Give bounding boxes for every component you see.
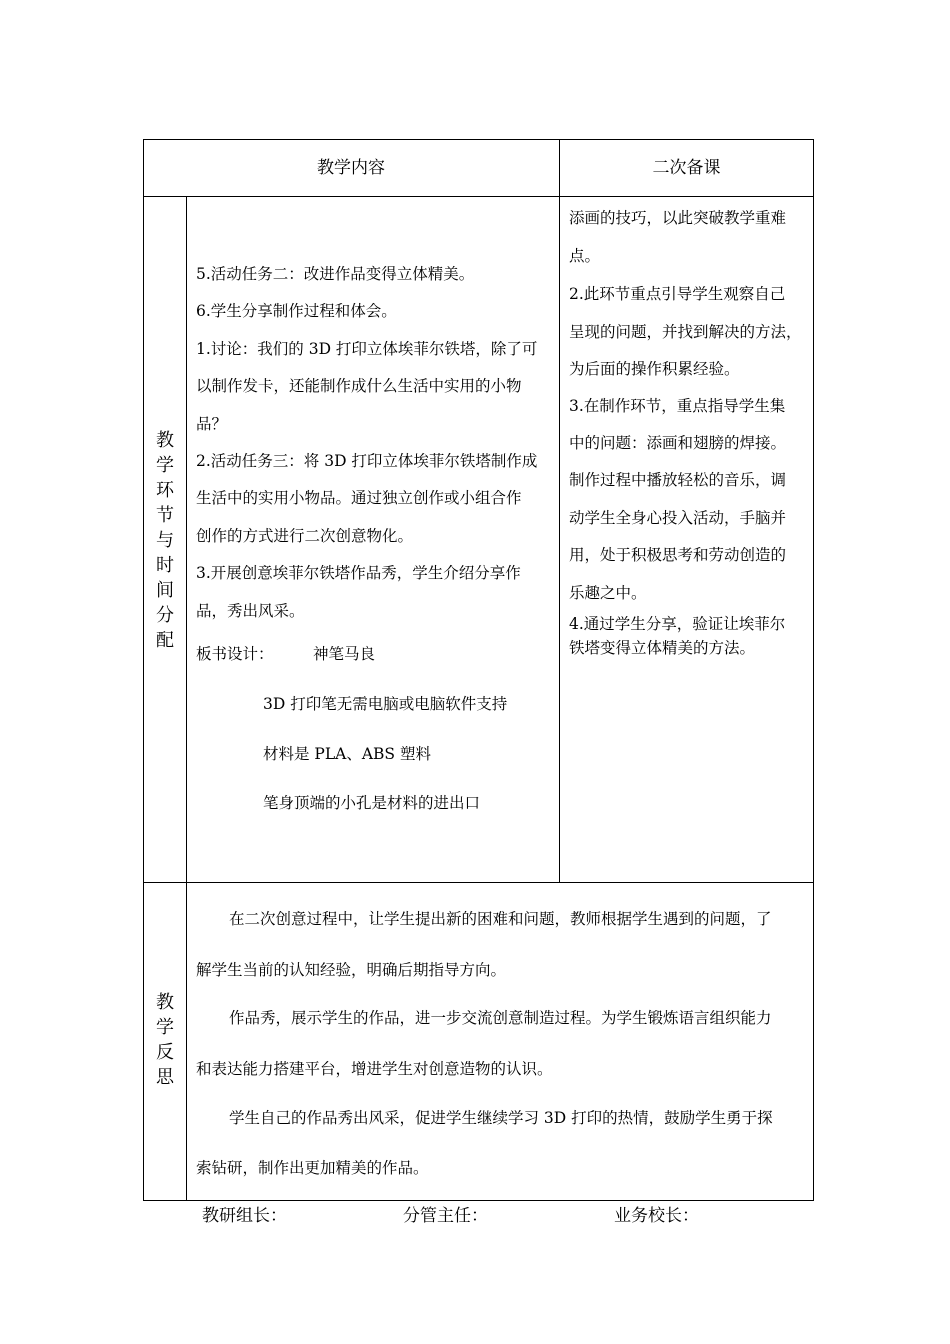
prep-column-divider xyxy=(559,139,560,883)
content-line: 1.讨论：我们的 3D 打印立体埃菲尔铁塔，除了可 xyxy=(196,340,538,358)
header-teaching-content: 教学内容 xyxy=(317,158,385,178)
content-line: 5.活动任务二：改进作品变得立体精美。 xyxy=(196,265,475,283)
row-label-teaching-sections: 教 学 环 节 与 时 间 分 配 xyxy=(156,430,174,651)
prep-line: 添画的技巧，以此突破教学重难 xyxy=(569,209,787,227)
reflection-line: 作品秀，展示学生的作品，进一步交流创意制造过程。为学生锻炼语言组织能力 xyxy=(229,1009,772,1027)
signature-supervising-director: 分管主任： xyxy=(403,1206,488,1226)
prep-line: 乐趣之中。 xyxy=(569,584,647,602)
board-design-item: 笔身顶端的小孔是材料的进出口 xyxy=(263,794,481,812)
label-column-divider xyxy=(186,196,187,1201)
prep-line: 3.在制作环节，重点指导学生集 xyxy=(569,397,786,415)
board-design-item: 3D 打印笔无需电脑或电脑软件支持 xyxy=(263,695,508,713)
reflection-line: 解学生当前的认知经验，明确后期指导方向。 xyxy=(196,961,507,979)
prep-line: 2.此环节重点引导学生观察自己 xyxy=(569,285,786,303)
prep-line: 动学生全身心投入活动，手脑并 xyxy=(569,509,787,527)
content-line: 品？ xyxy=(196,415,228,433)
prep-line: 用，处于积极思考和劳动创造的 xyxy=(569,546,787,564)
content-line: 生活中的实用小物品。通过独立创作或小组合作 xyxy=(196,489,522,507)
reflection-line: 索钻研，制作出更加精美的作品。 xyxy=(196,1159,429,1177)
row-label-teaching-reflection: 教 学 反 思 xyxy=(156,992,174,1088)
board-design-label: 板书设计： xyxy=(196,645,274,663)
prep-line: 为后面的操作积累经验。 xyxy=(569,360,740,378)
board-design-item: 材料是 PLA、ABS 塑料 xyxy=(263,745,431,763)
content-line: 品，秀出风采。 xyxy=(196,602,305,620)
prep-line: 4.通过学生分享，验证让埃菲尔 xyxy=(569,615,786,633)
content-line: 3.开展创意埃菲尔铁塔作品秀，学生介绍分享作 xyxy=(196,564,521,582)
prep-line: 呈现的问题，并找到解决的方法， xyxy=(569,323,802,341)
prep-line: 点。 xyxy=(569,247,601,265)
reflection-line: 学生自己的作品秀出风采，促进学生继续学习 3D 打印的热情，鼓励学生勇于探 xyxy=(229,1109,773,1127)
header-divider xyxy=(143,196,814,197)
content-line: 6.学生分享制作过程和体会。 xyxy=(196,302,397,320)
row-divider xyxy=(143,882,814,883)
prep-line: 中的问题：添画和翅膀的焊接。 xyxy=(569,434,787,452)
content-line: 以制作发卡，还能制作成什么生活中实用的小物 xyxy=(196,377,522,395)
signature-academic-principal: 业务校长： xyxy=(614,1206,699,1226)
header-second-preparation: 二次备课 xyxy=(652,158,721,178)
content-line: 2.活动任务三：将 3D 打印立体埃菲尔铁塔制作成 xyxy=(196,452,538,470)
prep-line: 制作过程中播放轻松的音乐，调 xyxy=(569,471,787,489)
table-border-right xyxy=(813,139,814,1201)
signature-research-group-leader: 教研组长： xyxy=(202,1206,287,1226)
reflection-line: 和表达能力搭建平台，增进学生对创意造物的认识。 xyxy=(196,1060,553,1078)
prep-line: 铁塔变得立体精美的方法。 xyxy=(569,639,756,657)
content-line: 创作的方式进行二次创意物化。 xyxy=(196,527,414,545)
reflection-line: 在二次创意过程中，让学生提出新的困难和问题，教师根据学生遇到的问题，了 xyxy=(229,910,772,928)
board-design-title: 神笔马良 xyxy=(313,645,376,663)
